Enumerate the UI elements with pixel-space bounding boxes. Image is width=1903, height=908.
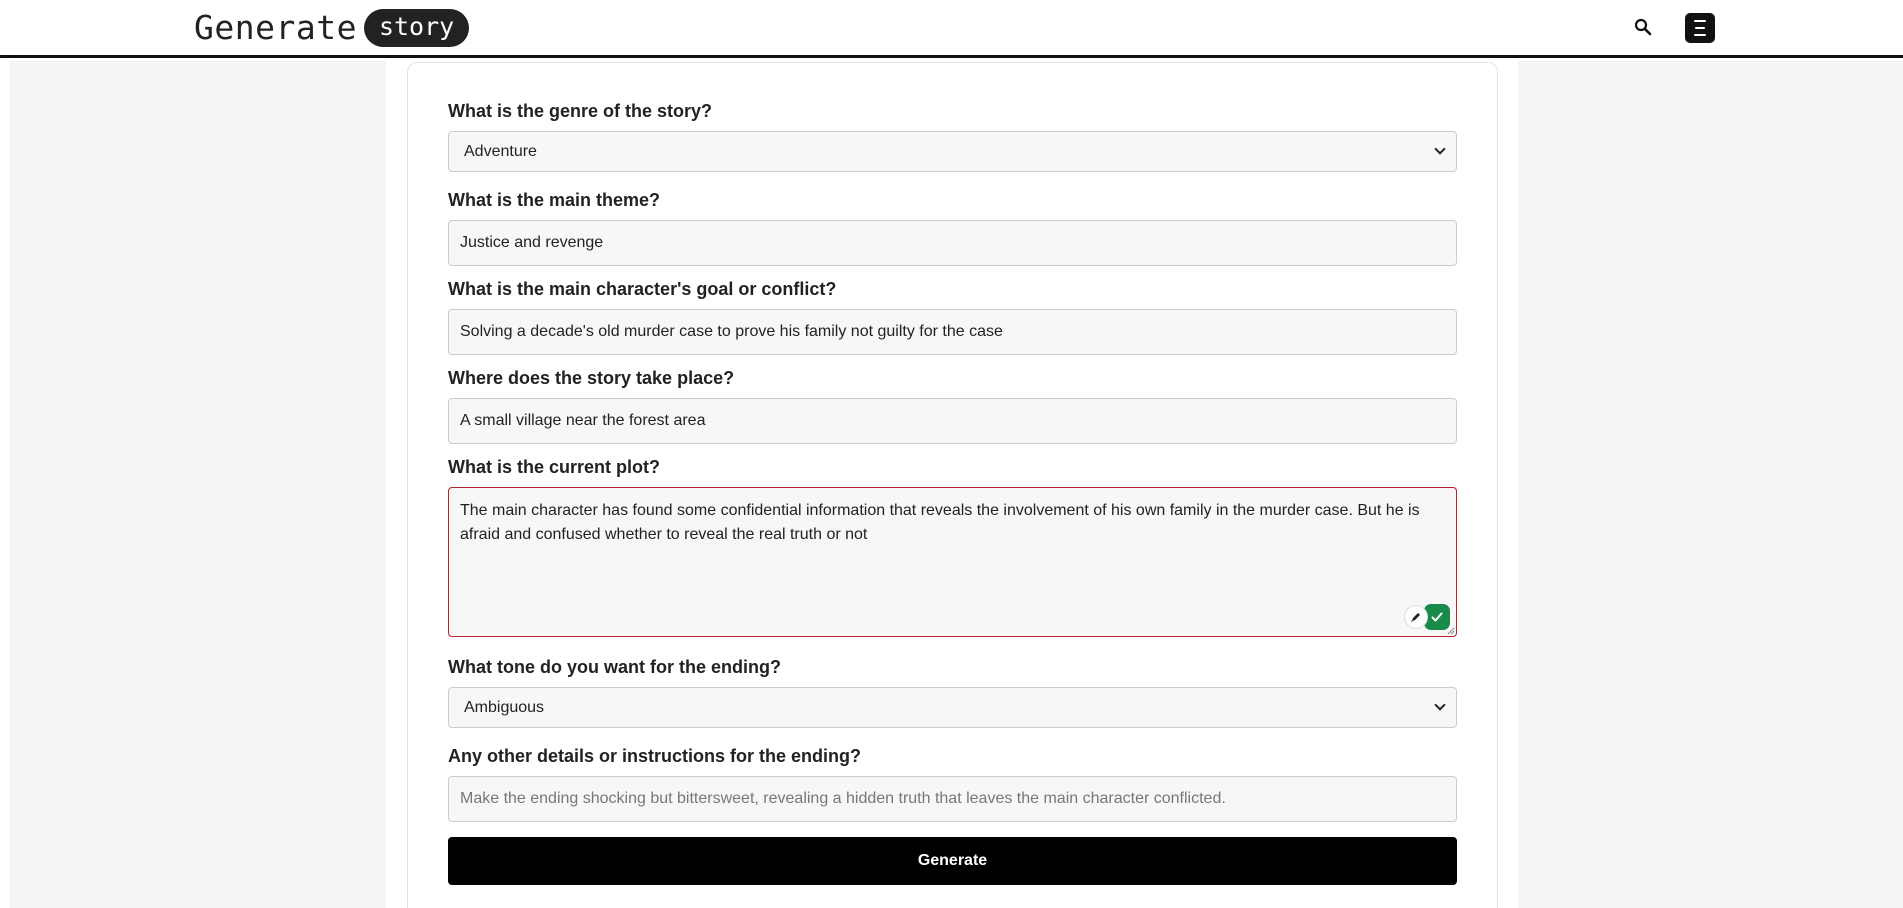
- menu-icon-bar: [1694, 20, 1706, 22]
- page-background-right: [1518, 61, 1903, 908]
- logo-pill: story: [364, 9, 469, 47]
- genre-label: What is the genre of the story?: [448, 101, 713, 121]
- plot-textarea-value: The main character has found some confidential information that reveals the involvement of his own family in the murder case. But he is afraid and confused whether to reveal the real truth or not: [460, 502, 1420, 543]
- tone-label: What tone do you want for the ending?: [448, 657, 781, 677]
- menu-icon-bar: [1695, 27, 1705, 29]
- menu-icon-bar: [1694, 34, 1706, 36]
- tone-selected-value: Ambiguous: [464, 698, 545, 716]
- textarea-tools: [1404, 604, 1450, 630]
- setting-label: Where does the story take place?: [448, 368, 735, 388]
- chevron-down-icon: [1434, 699, 1445, 710]
- logo-word: Generate: [194, 8, 357, 47]
- tone-select[interactable]: [448, 687, 1457, 728]
- site-logo[interactable]: [194, 8, 469, 47]
- generate-button[interactable]: Generate: [448, 837, 1457, 885]
- details-placeholder: Make the ending shocking but bittersweet, revealing a hidden truth that leaves the main character conflicted.: [460, 790, 1226, 807]
- genre-select[interactable]: [448, 131, 1457, 172]
- search-button[interactable]: [1630, 14, 1656, 40]
- goal-input[interactable]: [448, 309, 1457, 355]
- setting-input[interactable]: [448, 398, 1457, 444]
- plot-textarea[interactable]: [448, 487, 1457, 637]
- theme-label: What is the main theme?: [448, 190, 661, 210]
- menu-button[interactable]: [1685, 13, 1715, 43]
- page-background-left: [10, 61, 386, 908]
- genre-selected-value: Adventure: [464, 142, 537, 160]
- top-navigation-bar: [0, 0, 1903, 58]
- plot-label: What is the current plot?: [448, 457, 661, 477]
- setting-input-value: A small village near the forest area: [460, 412, 706, 429]
- theme-input-value: Justice and revenge: [460, 234, 604, 251]
- search-icon: [1634, 18, 1652, 36]
- chevron-down-icon: [1434, 143, 1445, 154]
- resize-handle-icon[interactable]: [1447, 627, 1455, 635]
- theme-input[interactable]: [448, 220, 1457, 266]
- details-input[interactable]: [448, 776, 1457, 822]
- pen-icon[interactable]: [1404, 605, 1428, 629]
- goal-input-value: Solving a decade's old murder case to prove his family not guilty for the case: [460, 323, 1003, 340]
- details-label: Any other details or instructions for the ending?: [448, 746, 862, 766]
- goal-label: What is the main character's goal or conflict?: [448, 279, 837, 299]
